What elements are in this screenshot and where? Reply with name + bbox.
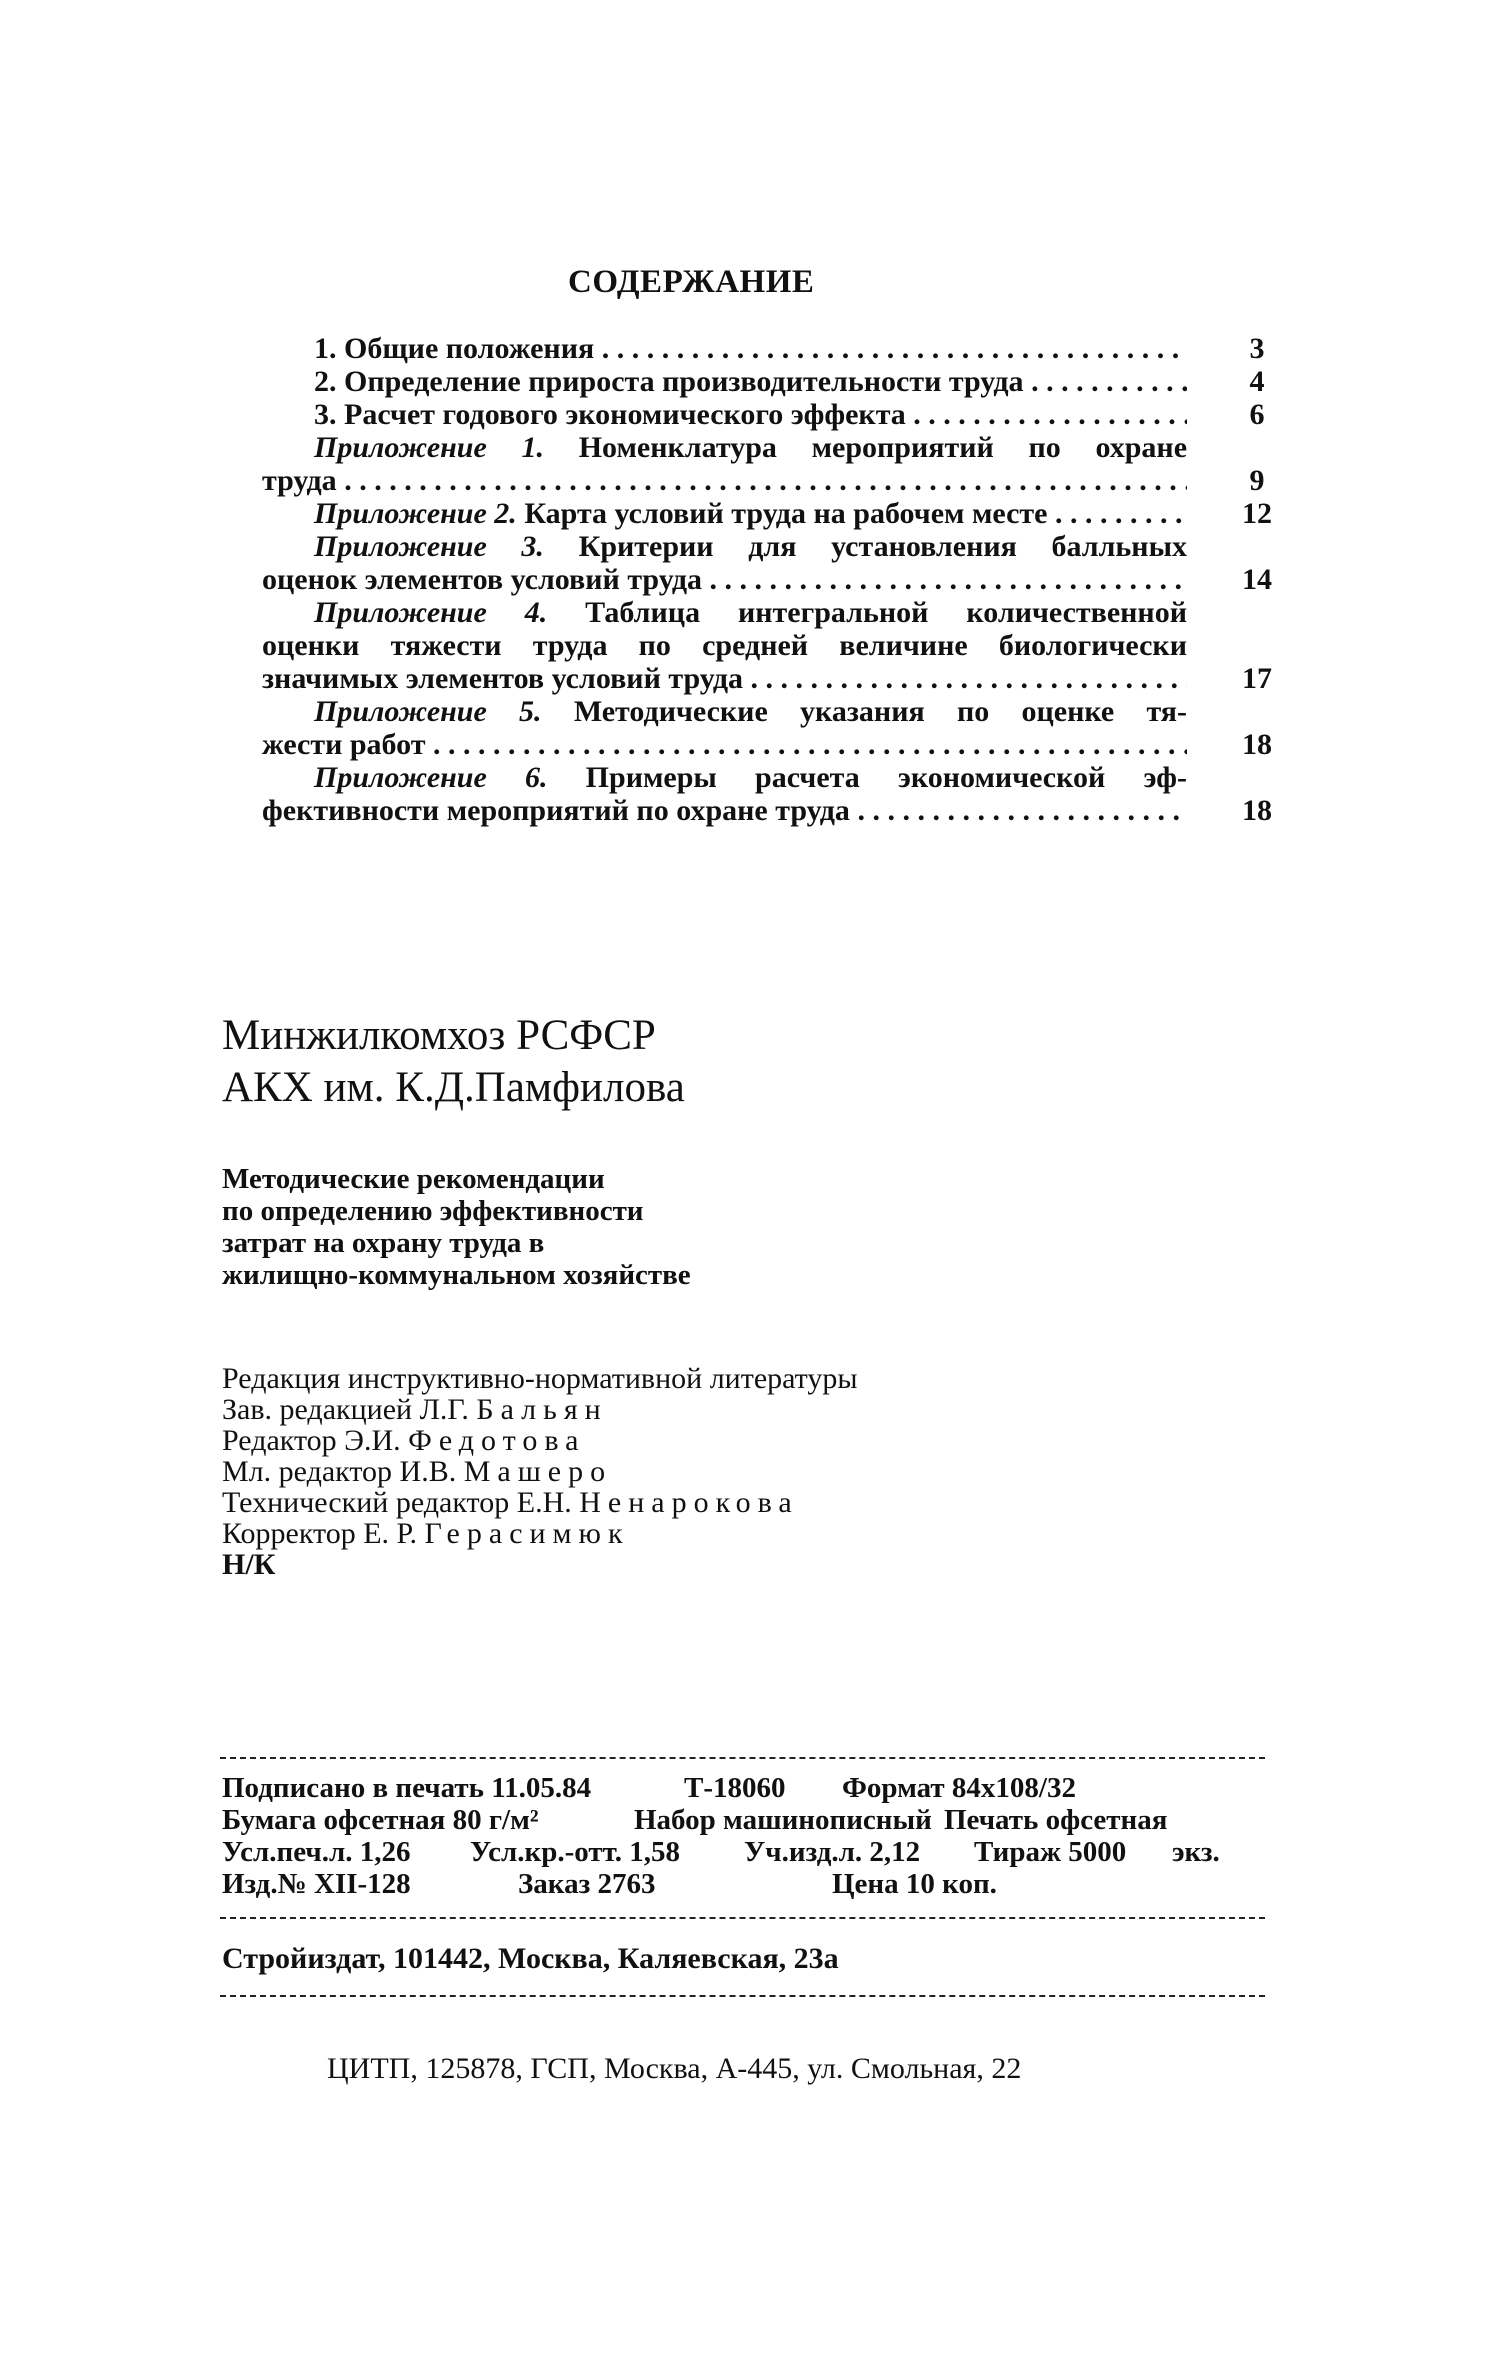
credit-role: Мл. редактор И.В.	[222, 1455, 457, 1488]
toc-entry-text: 3. Расчет годового экономического эффекта	[314, 398, 906, 431]
academy-name: АКХ им. К.Д.Памфилова	[222, 1064, 685, 1111]
toc-page-number: 4	[1249, 365, 1265, 398]
credit-role: Зав. редакцией Л.Г.	[222, 1393, 469, 1426]
imprint-signed: Подписано в печать 11.05.84	[222, 1772, 592, 1804]
credit-name: Машеро	[463, 1455, 613, 1488]
appendix-label: Приложение 1.	[314, 431, 545, 464]
toc-page-number: 9	[1249, 464, 1265, 497]
toc-entry-text: труда	[262, 464, 337, 497]
credit-role: Технический редактор Е.Н.	[222, 1486, 572, 1519]
toc-page-number: 12	[1242, 497, 1272, 530]
toc-entry	[262, 398, 1282, 431]
toc-entry-text: значимых элементов условий труда	[262, 662, 744, 695]
toc-entry	[262, 431, 1282, 497]
toc-entry-text: жести работ	[262, 728, 426, 761]
imprint-price: Цена 10 коп.	[832, 1868, 997, 1900]
toc-page-number: 3	[1249, 332, 1265, 365]
imprint-print: Печать офсетная	[944, 1804, 1168, 1836]
imprint-pub-sheets: Уч.изд.л. 2,12	[744, 1836, 921, 1868]
credit-name: Ненарокова	[579, 1486, 799, 1519]
publisher: Стройиздат, 101442, Москва, Каляевская, 23а	[222, 1942, 839, 1975]
toc-entry-text: 1. Общие положения	[314, 332, 595, 365]
toc-entry-text: Методические указания по оценке тя-	[573, 695, 1188, 728]
toc-page-number: 6	[1249, 398, 1265, 431]
toc-page-number: 18	[1242, 728, 1272, 761]
ministry-name: Минжилкомхоз РСФСР	[222, 1012, 656, 1059]
imprint-sheets-ott: Усл.кр.-отт. 1,58	[470, 1836, 680, 1868]
book-title-line: жилищно-коммунальном хозяйстве	[222, 1259, 691, 1291]
toc-page-number: 14	[1242, 563, 1272, 596]
toc-title: СОДЕРЖАНИЕ	[568, 264, 815, 300]
book-title-line: по определению эффективности	[222, 1195, 644, 1227]
toc-entry	[262, 596, 1282, 695]
appendix-label: Приложение 2.	[314, 497, 517, 530]
imprint-sheets: Усл.печ.л. 1,26	[222, 1836, 411, 1868]
printer: ЦИТП, 125878, ГСП, Москва, А-445, ул. Смольная, 22	[327, 2052, 1022, 2085]
imprint-code: Т-18060	[684, 1772, 786, 1804]
imprint-row	[222, 1804, 1282, 1836]
divider	[220, 1917, 1265, 1919]
toc-entry-text: оценок элементов условий труда	[262, 563, 702, 596]
toc-entry	[262, 695, 1282, 761]
imprint-copies: экз.	[1172, 1836, 1220, 1868]
credit-name: Федотова	[408, 1424, 586, 1457]
credits-block	[222, 1363, 858, 1580]
divider	[220, 1757, 1265, 1759]
imprint-paper: Бумага офсетная 80 г/м²	[222, 1804, 539, 1836]
appendix-label: Приложение 3.	[314, 530, 544, 563]
imprint-typeset: Набор машинописный	[634, 1804, 932, 1836]
credit-role: Корректор Е. Р.	[222, 1517, 417, 1550]
appendix-label: Приложение 5.	[314, 695, 542, 728]
credit-mark: Н/К	[222, 1548, 276, 1581]
imprint-row	[222, 1868, 1282, 1900]
divider	[220, 1995, 1265, 1997]
editorial-office: Редакция инструктивно-нормативной литературы	[222, 1362, 858, 1395]
credit-line	[222, 1487, 858, 1518]
credit-role: Редактор Э.И.	[222, 1424, 401, 1457]
credit-line	[222, 1425, 858, 1456]
appendix-label: Приложение 4.	[314, 596, 548, 629]
imprint-pub-no: Изд.№ XII-128	[222, 1868, 411, 1900]
book-title-line: затрат на охрану труда в	[222, 1227, 545, 1259]
toc-entry-text: Номенклатура мероприятий по охране	[578, 431, 1188, 464]
toc-entry-text: Критерии для установления балльных	[578, 530, 1187, 563]
toc-entry-text: Таблица интегральной количественной	[585, 596, 1188, 629]
credit-name: Бальян	[476, 1393, 608, 1426]
imprint-format: Формат 84х108/32	[842, 1772, 1076, 1804]
toc-entry	[262, 332, 1282, 365]
toc-entry	[262, 497, 1282, 530]
toc-entry-text: Карта условий труда на рабочем месте	[524, 497, 1048, 530]
credit-line	[222, 1518, 858, 1549]
toc-entry	[262, 530, 1282, 596]
imprint-row	[222, 1772, 1282, 1804]
credit-line	[222, 1394, 858, 1425]
toc-entry	[262, 365, 1282, 398]
credit-name: Герасимюк	[424, 1517, 630, 1550]
toc-entry-text: фективности мероприятий по охране труда	[262, 794, 850, 827]
toc-entry-text: оценки тяжести труда по средней величине биологически	[262, 629, 1187, 662]
imprint-run: Тираж 5000	[974, 1836, 1127, 1868]
imprint-block	[222, 1772, 1282, 1900]
organization-block	[222, 1010, 685, 1114]
credit-line	[222, 1456, 858, 1487]
toc-entry-text: 2. Определение прироста производительности труда	[314, 365, 1024, 398]
appendix-label: Приложение 6.	[314, 761, 548, 794]
imprint-order: Заказ 2763	[518, 1868, 656, 1900]
toc-entry-text: Примеры расчета экономической эф-	[585, 761, 1188, 794]
imprint-row	[222, 1836, 1282, 1868]
toc-page-number: 18	[1242, 794, 1272, 827]
table-of-contents	[262, 332, 1282, 827]
toc-entry	[262, 761, 1282, 827]
toc-page-number: 17	[1242, 662, 1272, 695]
book-title	[222, 1163, 691, 1291]
book-title-line: Методические рекомендации	[222, 1163, 605, 1195]
